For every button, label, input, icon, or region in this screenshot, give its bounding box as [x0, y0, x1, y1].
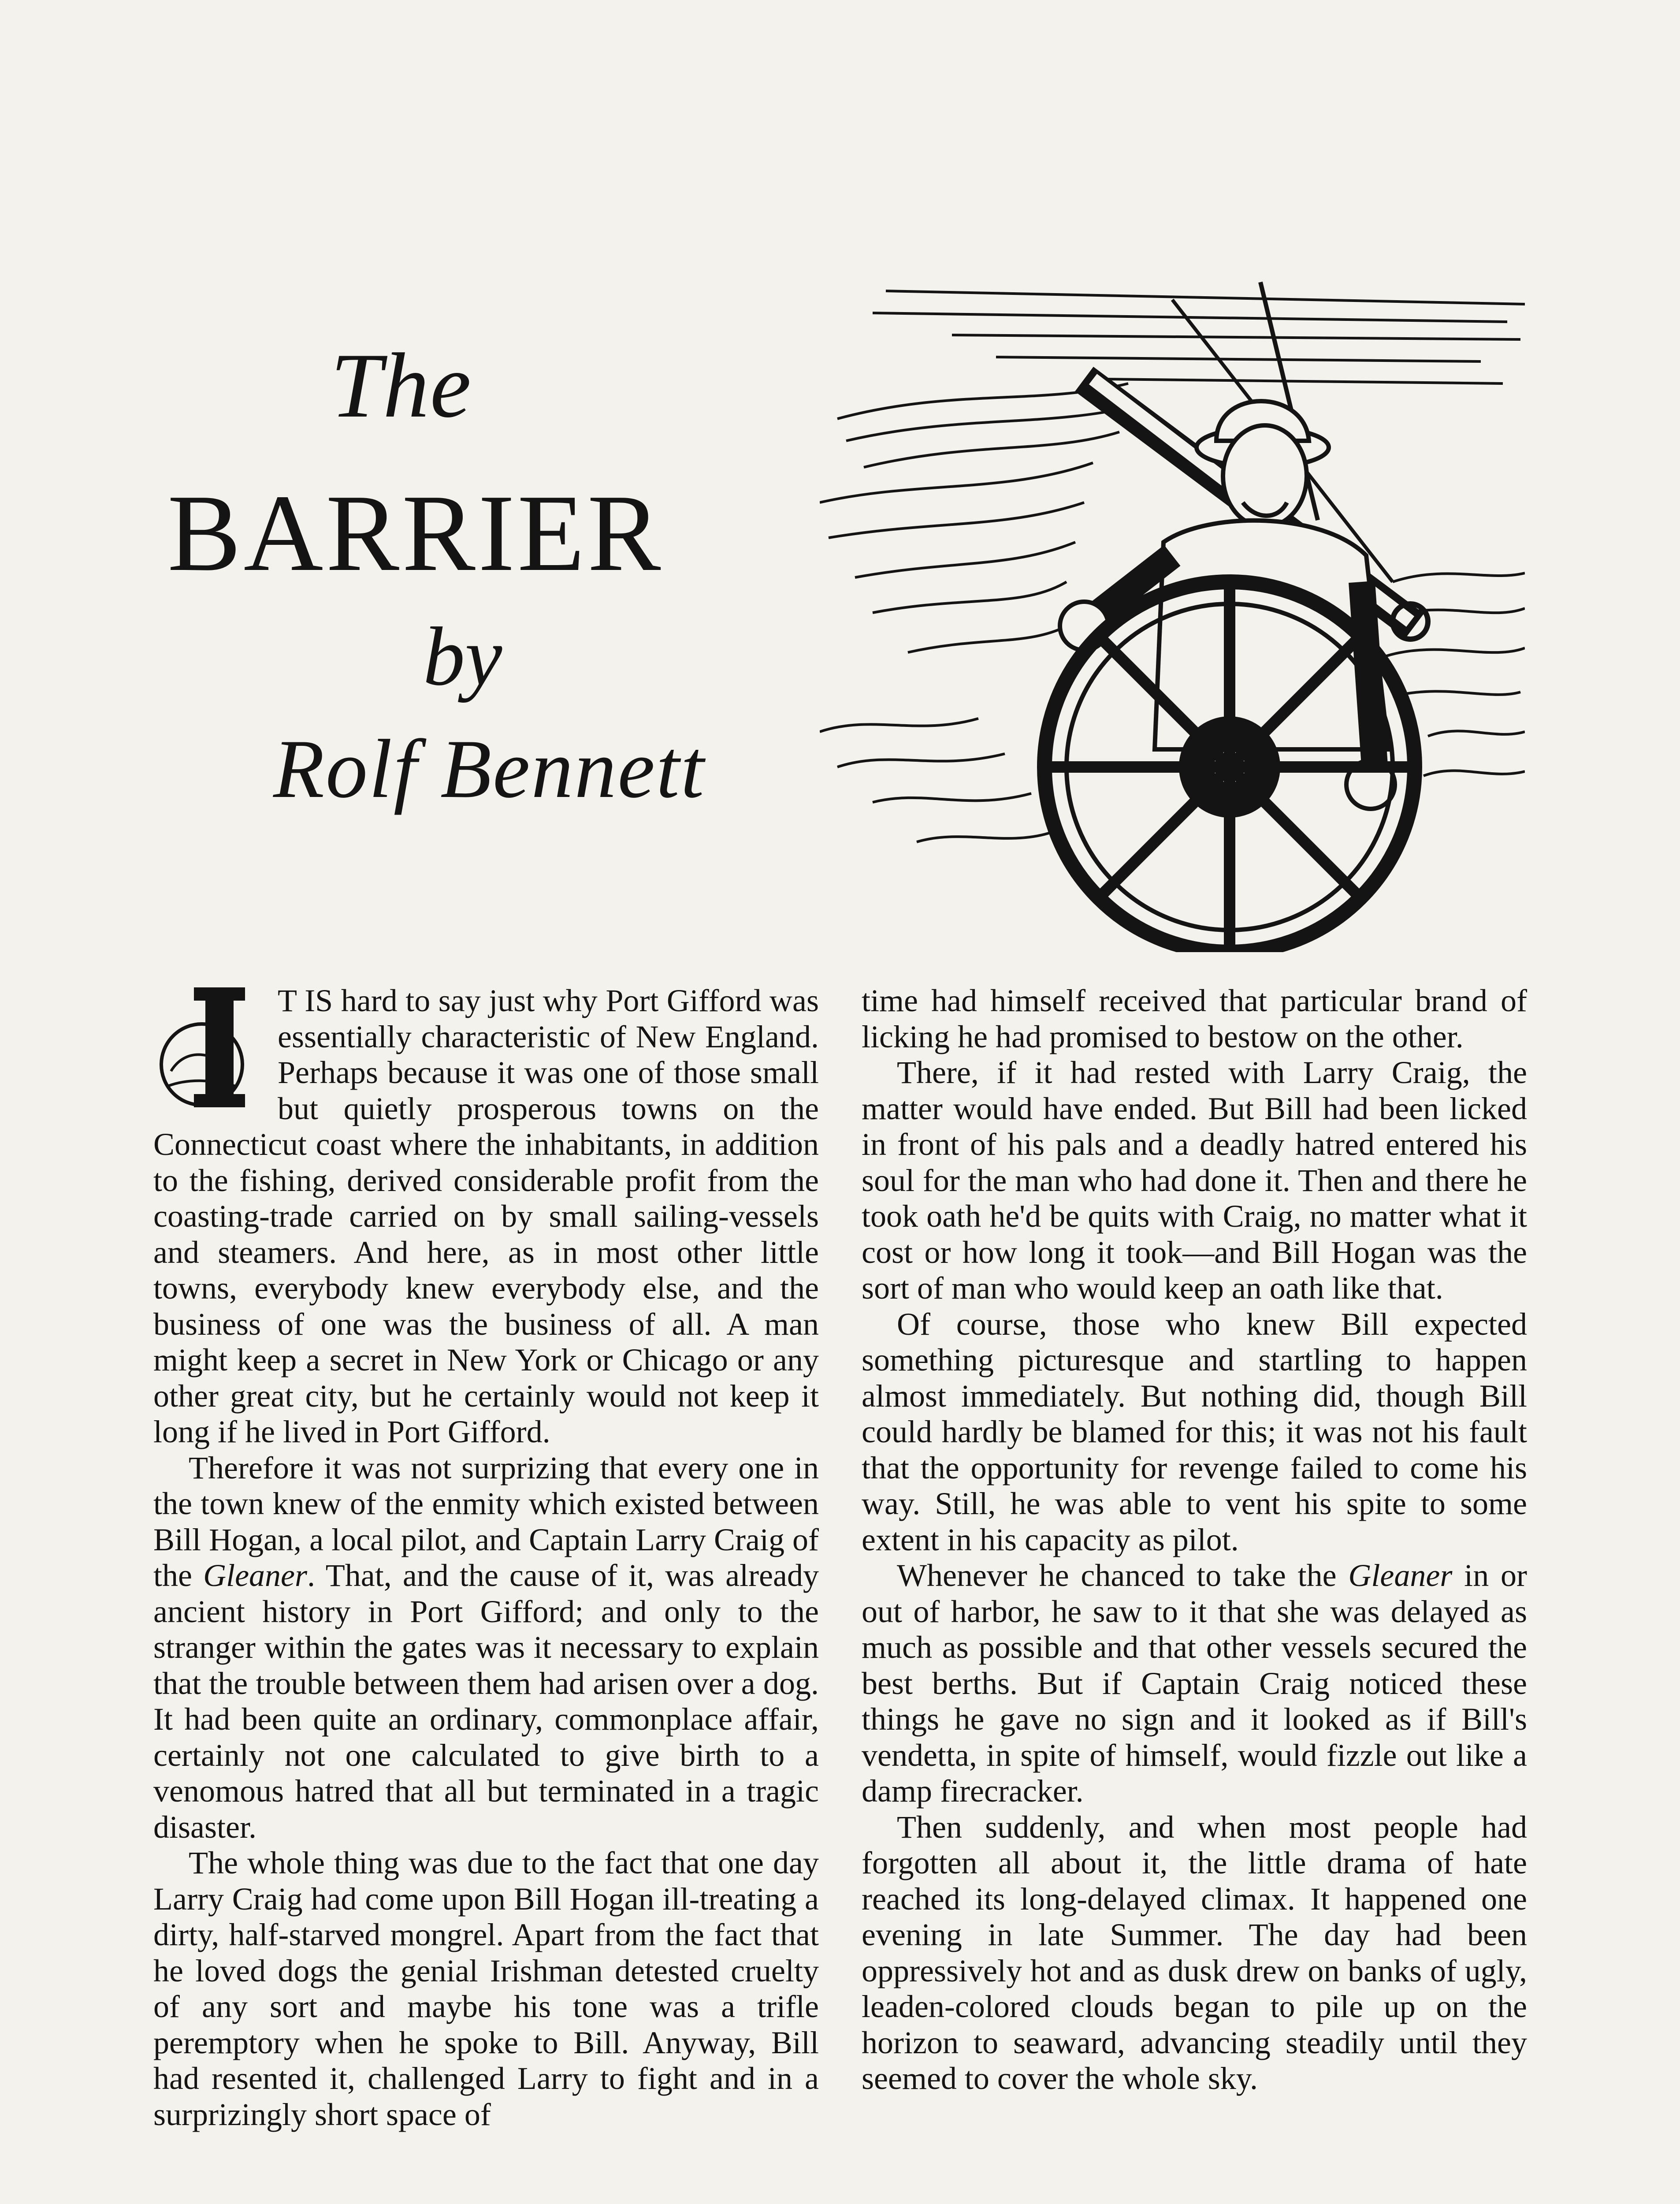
- paragraph: The whole thing was due to the fact that one day Larry Craig had come upon Bill Hogan ill-treating a dirty, half-starved mongrel. Apart from the fact that he loved dogs the genial Irishman detested cruelty of any sort and maybe his tone was a trifle peremptory when he spoke to Bill. Anyway, Bill had resented it, challenged Larry to fight and in a surprizingly short space of: [153, 1845, 819, 2132]
- paragraph: Then suddenly, and when most people had forgotten all about it, the little drama of hate reached its long-delayed climax. It happened one evening in late Summer. The day had been oppressively hot and as dusk drew on banks of ugly, leaden-colored clouds began to pile up on the horizon to seaward, advancing steadily until they seemed to cover the whole sky.: [862, 1809, 1527, 2096]
- paragraph: Of course, those who knew Bill expected something picturesque and startling to happen almost immediately. But nothing did, though Bill could hardly be blamed for this; it was not his fault that the opportunity for revenge failed to come his way. Still, he was able to vent his spite to some extent in his capacity as pilot.: [862, 1306, 1527, 1557]
- drop-cap-i-illustration: [153, 983, 268, 1113]
- paragraph: Therefore it was not surprizing that every one in the town knew of the enmity which existed between Bill Hogan, a local pilot, and Captain Larry Craig of the Gleaner. That, and the cause of it, was already ancient history in Port Gifford; and only to the stranger within the gates was it necessary to explain that the trouble between them had arisen over a dog. It had been quite an ordinary, commonplace affair, certainly not one calculated to give birth to a venomous hatred that all but terminated in a tragic disaster.: [153, 1450, 819, 1845]
- article-column-right: [862, 983, 1527, 2097]
- paragraph: time had himself received that particular brand of licking he had promised to bestow on the other.: [862, 983, 1527, 1054]
- title-main: BARRIER: [167, 472, 664, 594]
- paragraph: T IS hard to say just why Port Gifford was essentially characteristic of New England. Perhaps because it was one of those small but quietly prosperous towns on the Connecticut coast where the inhabitants, in addition to the fishing, derived considerable profit from the coasting-trade carried on by small sailing-vessels and steamers. And here, as in most other little towns, everybody knew everybody else, and the business of one was the business of all. A man might keep a secret in New York or Chicago or any other great city, but he certainly would not keep it long if he lived in Port Gifford.: [153, 983, 819, 1449]
- paragraph: Whenever he chanced to take the Gleaner in or out of harbor, he saw to it that she was delayed as much as possible and that other vessels secured the best berths. But if Captain Craig noticed these things he gave no sign and it looked as if Bill's vendetta, in spite of himself, would fizzle out like a damp firecracker.: [862, 1558, 1527, 1809]
- article-column-left: [153, 983, 819, 2133]
- title-by: by: [423, 611, 502, 703]
- title-the: The: [331, 335, 472, 437]
- sailor-wheel-illustration: [820, 273, 1525, 952]
- author-name: Rolf Bennett: [273, 723, 706, 815]
- paragraph: There, if it had rested with Larry Craig, the matter would have ended. But Bill had been licked in front of his pals and a deadly hatred entered his soul for the man who had done it. Then and there he took oath he'd be quits with Craig, no matter what it cost or how long it took—and Bill Hogan was the sort of man who would keep an oath like that.: [862, 1055, 1527, 1306]
